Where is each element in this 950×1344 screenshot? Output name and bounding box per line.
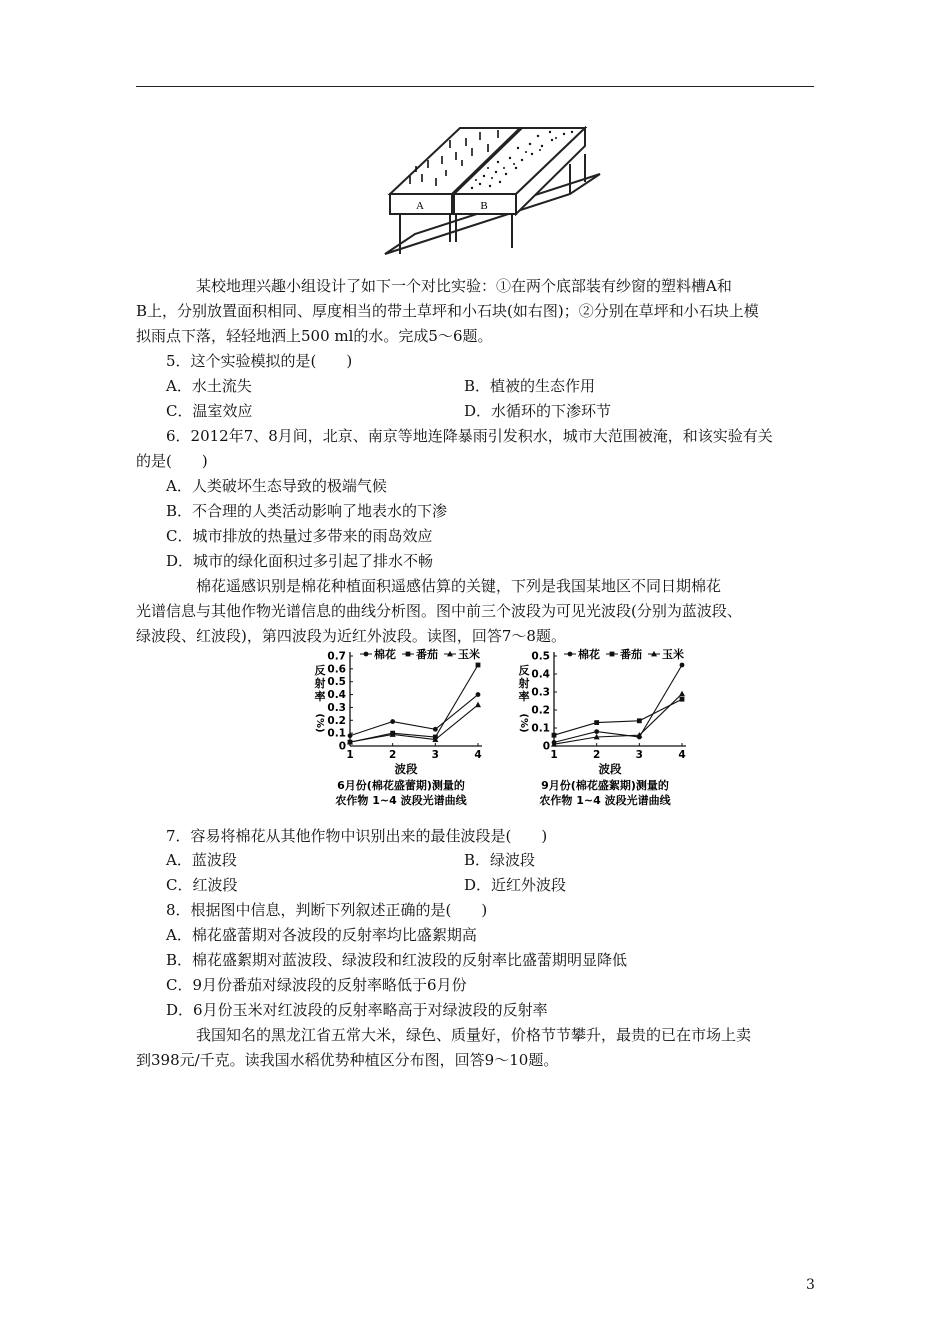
tray-b-label: B — [480, 200, 488, 212]
y-tick-label: 0 — [338, 740, 346, 753]
legend-marker — [568, 652, 573, 657]
data-point-棉花 — [476, 692, 481, 697]
legend-label: 番茄 — [620, 648, 642, 661]
q7-option-a: A．蓝波段 — [166, 851, 237, 869]
data-point-番茄 — [552, 733, 557, 738]
intro1-line3: 拟雨点下落，轻轻地洒上500 ml的水。完成5～6题。 — [136, 327, 493, 345]
data-point-棉花 — [390, 719, 395, 724]
chart-caption-line2: 农作物 1~4 波段光谱曲线 — [539, 794, 671, 807]
legend-label: 玉米 — [662, 648, 684, 661]
legend-label: 棉花 — [578, 648, 600, 661]
q6-stem-line1: 6．2012年7、8月间，北京、南京等地连降暴雨引发积水，城市大范围被淹，和该实验有关 — [166, 427, 773, 445]
x-tick-label: 3 — [431, 749, 439, 761]
y-tick-label: 0.3 — [531, 686, 550, 699]
q5-option-c: C．温室效应 — [166, 402, 253, 420]
y-tick-label: 0.1 — [327, 727, 346, 740]
tray-a-label: A — [416, 200, 424, 212]
series-line-棉花 — [554, 665, 682, 742]
data-point-棉花 — [594, 729, 599, 734]
q5-option-a: A．水土流失 — [166, 377, 252, 395]
chart-caption-line1: 9月份(棉花盛絮期)测量的 — [541, 779, 669, 792]
q8-stem: 8．根据图中信息，判断下列叙述正确的是( ) — [166, 901, 488, 919]
q7-option-d: D．近红外波段 — [464, 876, 567, 894]
x-tick-label: 2 — [389, 749, 397, 761]
x-tick-label: 1 — [550, 749, 558, 761]
y-axis-label-char: 射 — [518, 677, 530, 690]
series-line-棉花 — [350, 695, 478, 736]
intro2-line2: 光谱信息与其他作物光谱信息的曲线分析图。图中前三个波段为可见光波段(分别为蓝波段、 — [136, 602, 742, 620]
data-point-番茄 — [476, 663, 481, 668]
page-number: 3 — [806, 1277, 815, 1293]
chart-caption-line2: 农作物 1~4 波段光谱曲线 — [335, 794, 467, 807]
q8-option-b: B．棉花盛絮期对蓝波段、绿波段和红波段的反射率比盛蕾期明显降低 — [166, 951, 628, 969]
data-point-番茄 — [637, 718, 642, 723]
y-tick-label: 0.6 — [327, 663, 346, 676]
q8-option-a: A．棉花盛蕾期对各波段的反射率均比盛絮期高 — [166, 926, 477, 944]
y-axis-label-char: 射 — [314, 677, 326, 690]
data-point-棉花 — [433, 727, 438, 732]
data-point-番茄 — [594, 720, 599, 725]
y-tick-label: 0.5 — [327, 676, 346, 689]
series-line-番茄 — [350, 665, 478, 742]
q7-option-c: C．红波段 — [166, 876, 238, 894]
x-axis-label: 波段 — [598, 762, 622, 776]
intro2-line3: 绿波段、红波段)，第四波段为近红外波段。读图，回答7～8题。 — [136, 627, 566, 645]
q6-option-a: A．人类破坏生态导致的极端气候 — [166, 477, 387, 495]
intro3-line1: 我国知名的黑龙江省五常大米，绿色、质量好，价格节节攀升，最贵的已在市场上卖 — [196, 1026, 752, 1044]
intro1-line1: 某校地理兴趣小组设计了如下一个对比实验：①在两个底部装有纱窗的塑料槽A和 — [196, 277, 732, 295]
legend-label: 番茄 — [416, 648, 438, 661]
experiment-illustration — [380, 124, 610, 264]
header-rule — [136, 86, 814, 87]
series-line-番茄 — [554, 699, 682, 735]
intro3-line2: 到398元/千克。读我国水稻优势种植区分布图，回答9～10题。 — [136, 1051, 559, 1069]
intro2-line1: 棉花遥感识别是棉花种植面积遥感估算的关键，下列是我国某地区不同日期棉花 — [196, 577, 722, 595]
y-tick-label: 0.5 — [531, 650, 550, 663]
spectral-chart-september — [510, 648, 700, 810]
chart-caption-line1: 6月份(棉花盛蕾期)测量的 — [337, 779, 465, 792]
y-tick-label: 0.3 — [327, 701, 346, 714]
intro1-line2: B上，分别放置面积相同、厚度相当的带土草坪和小石块(如右图)；②分别在草坪和小石块上模 — [136, 302, 759, 320]
q7-stem: 7．容易将棉花从其他作物中识别出来的最佳波段是( ) — [166, 827, 548, 845]
legend-label: 棉花 — [374, 648, 396, 661]
y-axis-label-char: 反 — [314, 664, 326, 677]
legend-marker — [610, 652, 615, 657]
data-point-玉米 — [679, 691, 685, 697]
x-tick-label: 3 — [635, 749, 643, 761]
q6-option-d: D．城市的绿化面积过多引起了排水不畅 — [166, 552, 434, 570]
q7-option-b: B．绿波段 — [464, 851, 536, 869]
y-tick-label: 0.7 — [327, 650, 346, 663]
series-line-玉米 — [554, 694, 682, 744]
x-tick-label: 1 — [346, 749, 354, 761]
data-point-棉花 — [680, 663, 685, 668]
q6-option-b: B．不合理的人类活动影响了地表水的下渗 — [166, 502, 448, 520]
y-tick-label: 0.2 — [531, 704, 550, 717]
q6-option-c: C．城市排放的热量过多带来的雨岛效应 — [166, 527, 433, 545]
x-axis-label: 波段 — [394, 762, 418, 776]
data-point-棉花 — [348, 733, 353, 738]
data-point-玉米 — [475, 702, 481, 708]
x-tick-label: 4 — [678, 749, 686, 761]
y-axis-label-char: 率 — [518, 690, 530, 703]
legend-label: 玉米 — [458, 648, 480, 661]
y-axis-unit: (%) — [314, 713, 325, 733]
x-tick-label: 4 — [474, 749, 482, 761]
y-tick-label: 0.4 — [531, 668, 550, 681]
legend-marker — [364, 652, 369, 657]
y-tick-label: 0.4 — [327, 689, 346, 702]
y-axis-label-char: 率 — [314, 690, 326, 703]
q5-option-b: B．植被的生态作用 — [464, 377, 596, 395]
q8-option-d: D．6月份玉米对红波段的反射率略高于对绿波段的反射率 — [166, 1001, 548, 1019]
q8-option-c: C．9月份番茄对绿波段的反射率略低于6月份 — [166, 976, 467, 994]
data-point-番茄 — [680, 697, 685, 702]
y-tick-label: 0.2 — [327, 714, 346, 727]
y-tick-label: 0 — [542, 740, 550, 753]
q6-stem-line2: 的是( ) — [136, 452, 208, 470]
y-tick-label: 0.1 — [531, 722, 550, 735]
spectral-chart-june — [306, 648, 496, 810]
legend-marker — [406, 652, 411, 657]
y-axis-label-char: 反 — [518, 664, 530, 677]
q5-option-d: D．水循环的下渗环节 — [464, 402, 612, 420]
y-axis-unit: (%) — [518, 713, 529, 733]
x-tick-label: 2 — [593, 749, 601, 761]
q5-stem: 5．这个实验模拟的是( ) — [166, 352, 353, 370]
